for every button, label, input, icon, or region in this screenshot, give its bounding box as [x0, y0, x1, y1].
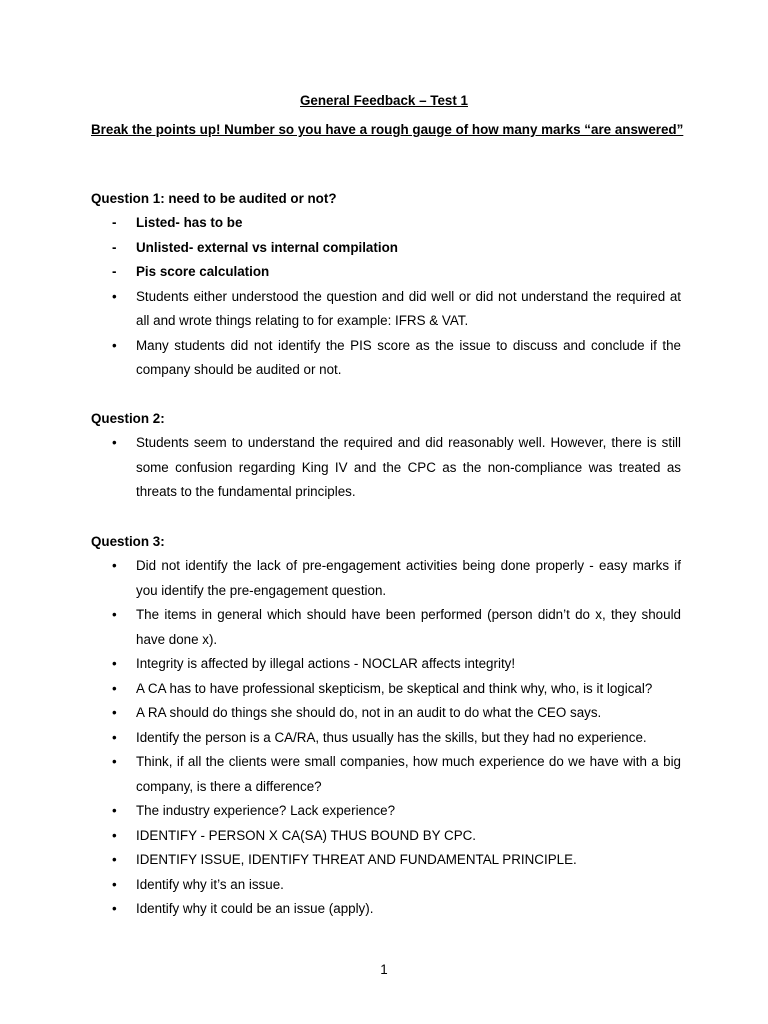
bullet-marker: •	[112, 288, 117, 304]
bullet-item: • Did not identify the lack of pre-engagement activities being done properly - easy marks if you identify the pre-engagement question.	[91, 554, 681, 603]
bullet-item: • Integrity is affected by illegal actions - NOCLAR affects integrity!	[91, 652, 681, 677]
bullet-marker: •	[112, 754, 117, 769]
bullet-marker: •	[112, 435, 117, 450]
bullet-item: • A CA has to have professional skepticism, be skeptical and think why, who, is it logical?	[91, 677, 681, 702]
bullet-item: • IDENTIFY - PERSON X CA(SA) THUS BOUND BY CPC.	[91, 824, 681, 849]
intro-note: Break the points up! Number so you have a rough gauge of how many marks “are answered”	[91, 122, 684, 137]
bullet-item: • Identify why it could be an issue (apply).	[91, 897, 681, 922]
bullet-item: • Identify the person is a CA/RA, thus usually has the skills, but they had no experience.	[91, 726, 681, 751]
bullet-item: • Identify why it’s an issue.	[91, 873, 681, 898]
bullet-marker: •	[112, 680, 117, 696]
bullet-marker: •	[112, 901, 117, 916]
bullet-marker: •	[112, 827, 117, 843]
dash-item: - Listed- has to be	[91, 211, 681, 236]
bullet-item: • The items in general which should have been performed (person didn’t do x, they should have done x).	[91, 603, 681, 652]
bullet-marker: •	[112, 803, 117, 818]
bullet-item: • Students either understood the question and did well or did not understand the required at all and wrote things relating to for example: IFRS & VAT.	[91, 285, 681, 334]
bullet-marker: •	[112, 705, 117, 720]
dash-marker: -	[112, 215, 117, 230]
bullet-marker: •	[112, 852, 117, 867]
question-3-list	[91, 554, 681, 922]
bullet-marker: •	[112, 607, 117, 622]
bullet-marker: •	[112, 656, 117, 671]
dash-item: - Pis score calculation	[91, 260, 681, 285]
dash-marker: -	[112, 264, 117, 279]
bullet-item: • Many students did not identify the PIS score as the issue to discuss and conclude if the company should be audited or not.	[91, 334, 681, 383]
page-number: 1	[380, 962, 388, 977]
bullet-item: • Think, if all the clients were small companies, how much experience do we have with a big company, is there a difference?	[91, 750, 681, 799]
bullet-marker: •	[112, 729, 117, 745]
bullet-item: • A RA should do things she should do, not in an audit to do what the CEO says.	[91, 701, 681, 726]
question-3-heading: Question 3:	[91, 534, 165, 549]
question-1-heading: Question 1: need to be audited or not?	[91, 191, 337, 206]
question-1-list	[91, 211, 681, 383]
dash-marker: -	[112, 239, 117, 255]
document-title: General Feedback – Test 1	[300, 93, 468, 108]
bullet-item: • Students seem to understand the required and did reasonably well. However, there is still some confusion regarding King IV and the CPC as the non-compliance was treated as threats to the fundamental principles.	[91, 431, 681, 505]
bullet-marker: •	[112, 558, 117, 573]
dash-item: - Unlisted- external vs internal compilation	[91, 236, 681, 261]
bullet-item: • IDENTIFY ISSUE, IDENTIFY THREAT AND FUNDAMENTAL PRINCIPLE.	[91, 848, 681, 873]
bullet-item: • The industry experience? Lack experience?	[91, 799, 681, 824]
bullet-marker: •	[112, 337, 117, 353]
bullet-marker: •	[112, 876, 117, 892]
question-2-heading: Question 2:	[91, 411, 165, 426]
question-2-list	[91, 431, 681, 505]
